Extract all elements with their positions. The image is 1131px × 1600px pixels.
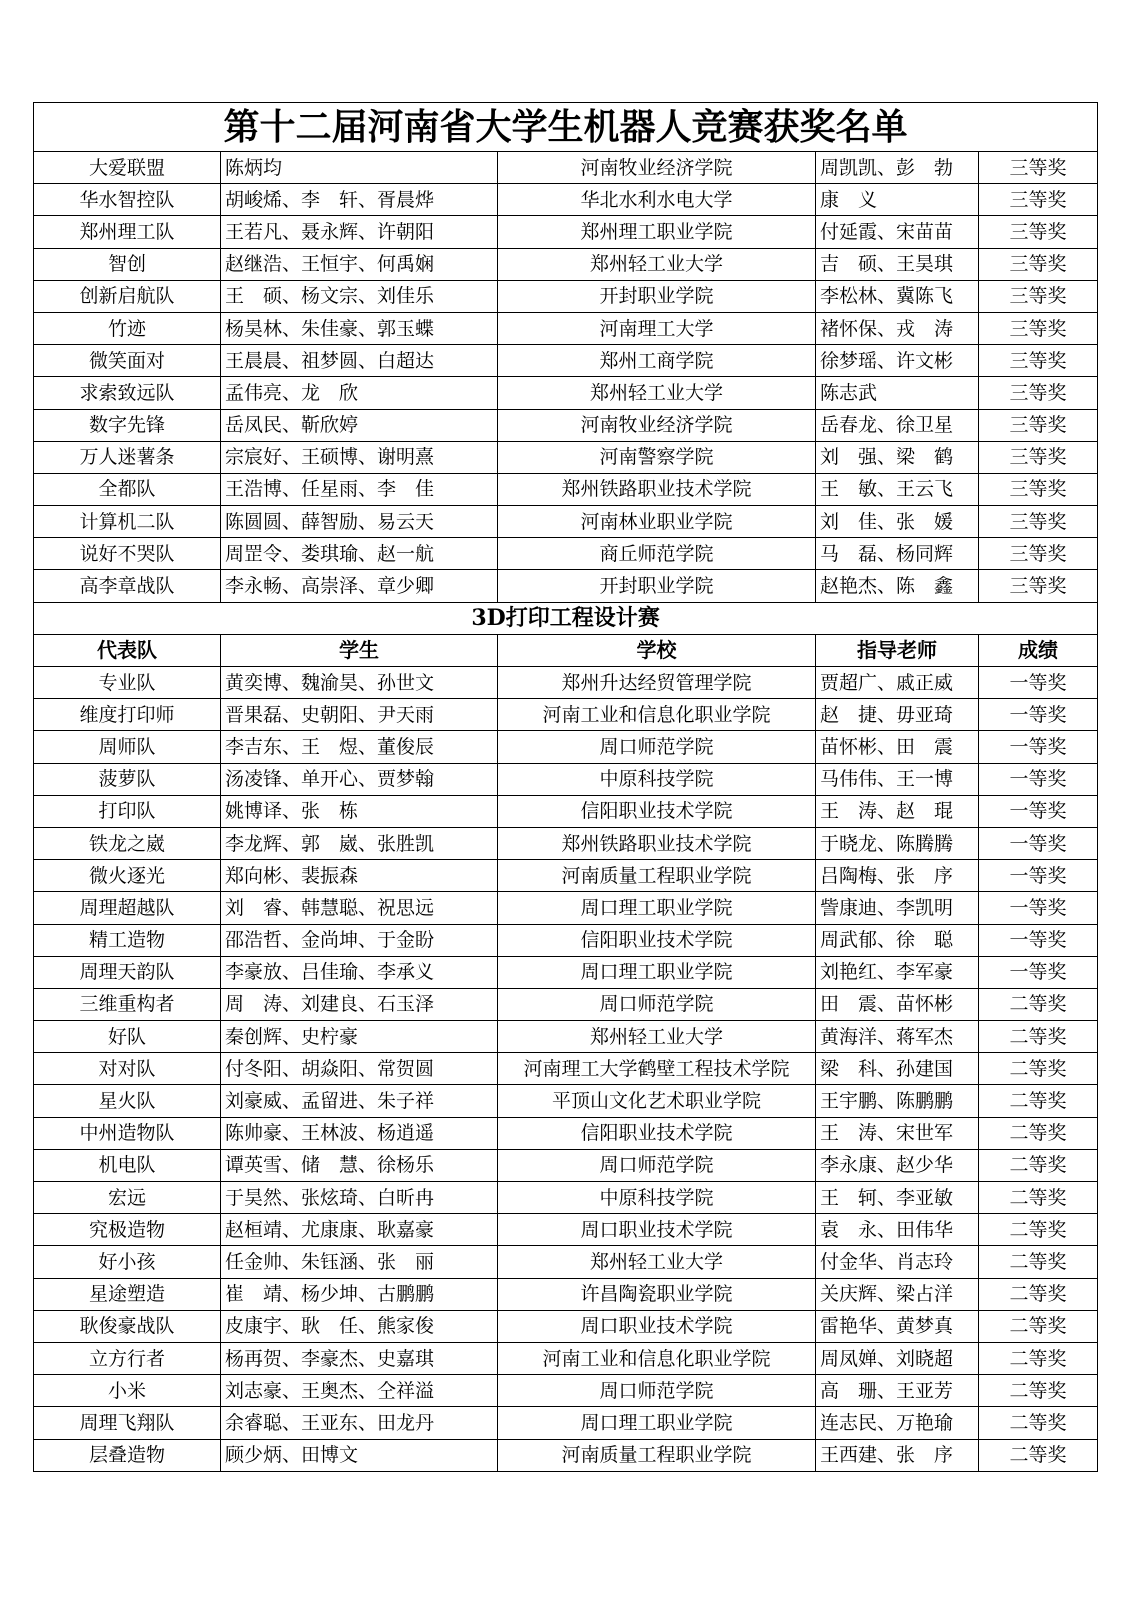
award-cell: 二等奖 — [979, 1182, 1098, 1214]
advisor-cell: 康 义 — [816, 184, 979, 216]
school-cell: 周口理工职业学院 — [498, 1407, 816, 1439]
column-header: 指导老师 — [816, 634, 979, 666]
award-cell: 二等奖 — [979, 1246, 1098, 1278]
students-cell: 宗宸好、王硕博、谢明熹 — [221, 441, 498, 473]
advisor-cell: 王宇鹏、陈鹏鹏 — [816, 1085, 979, 1117]
advisor-cell: 周武郁、徐 聪 — [816, 924, 979, 956]
school-cell: 郑州升达经贸管理学院 — [498, 667, 816, 699]
table-row — [34, 1310, 1098, 1342]
students-cell: 赵桓靖、尤康康、耿嘉豪 — [221, 1214, 498, 1246]
team-cell: 层叠造物 — [34, 1439, 221, 1471]
students-cell: 陈圆圆、薛智励、易云天 — [221, 506, 498, 538]
team-cell: 郑州理工队 — [34, 216, 221, 248]
award-cell: 一等奖 — [979, 956, 1098, 988]
table-row — [34, 1278, 1098, 1310]
advisor-cell: 赵艳杰、陈 鑫 — [816, 570, 979, 602]
table-row — [34, 506, 1098, 538]
students-cell: 赵继浩、王恒宇、何禹娴 — [221, 248, 498, 280]
students-cell: 付冬阳、胡焱阳、常贺圆 — [221, 1053, 498, 1085]
team-cell: 周理超越队 — [34, 892, 221, 924]
award-cell: 一等奖 — [979, 731, 1098, 763]
table-row — [34, 860, 1098, 892]
team-cell: 小米 — [34, 1375, 221, 1407]
award-cell: 一等奖 — [979, 860, 1098, 892]
team-cell: 耿俊豪战队 — [34, 1310, 221, 1342]
award-cell: 一等奖 — [979, 827, 1098, 859]
school-cell: 郑州轻工业大学 — [498, 1021, 816, 1053]
advisor-cell: 王西建、张 序 — [816, 1439, 979, 1471]
students-cell: 晋果磊、史朝阳、尹天雨 — [221, 699, 498, 731]
award-cell: 一等奖 — [979, 892, 1098, 924]
school-cell: 华北水利水电大学 — [498, 184, 816, 216]
award-cell: 二等奖 — [979, 1407, 1098, 1439]
award-cell: 二等奖 — [979, 1117, 1098, 1149]
team-cell: 对对队 — [34, 1053, 221, 1085]
team-cell: 竹迹 — [34, 312, 221, 344]
award-cell: 二等奖 — [979, 1439, 1098, 1471]
table-row — [34, 795, 1098, 827]
table-row — [34, 312, 1098, 344]
school-cell: 河南理工大学鹤壁工程技术学院 — [498, 1053, 816, 1085]
school-cell: 河南牧业经济学院 — [498, 409, 816, 441]
advisor-cell: 李松林、冀陈飞 — [816, 280, 979, 312]
team-cell: 精工造物 — [34, 924, 221, 956]
table-row — [34, 570, 1098, 602]
award-cell: 三等奖 — [979, 312, 1098, 344]
award-cell: 三等奖 — [979, 345, 1098, 377]
school-cell: 信阳职业技术学院 — [498, 795, 816, 827]
students-cell: 王 硕、杨文宗、刘佳乐 — [221, 280, 498, 312]
advisor-cell: 高 珊、王亚芳 — [816, 1375, 979, 1407]
team-cell: 大爱联盟 — [34, 152, 221, 184]
team-cell: 周理天韵队 — [34, 956, 221, 988]
column-header: 成绩 — [979, 634, 1098, 666]
table-row — [34, 377, 1098, 409]
award-cell: 一等奖 — [979, 924, 1098, 956]
school-cell: 开封职业学院 — [498, 280, 816, 312]
advisor-cell: 关庆辉、梁占洋 — [816, 1278, 979, 1310]
advisor-cell: 周凯凯、彭 勃 — [816, 152, 979, 184]
school-cell: 信阳职业技术学院 — [498, 924, 816, 956]
team-cell: 微笑面对 — [34, 345, 221, 377]
advisor-cell: 王 轲、李亚敏 — [816, 1182, 979, 1214]
award-cell: 三等奖 — [979, 280, 1098, 312]
advisor-cell: 吉 硕、王昊琪 — [816, 248, 979, 280]
team-cell: 数字先锋 — [34, 409, 221, 441]
school-cell: 商丘师范学院 — [498, 538, 816, 570]
award-cell: 二等奖 — [979, 1375, 1098, 1407]
advisor-cell: 王 涛、赵 琨 — [816, 795, 979, 827]
award-cell: 二等奖 — [979, 1278, 1098, 1310]
advisor-cell: 马伟伟、王一博 — [816, 763, 979, 795]
award-cell: 一等奖 — [979, 795, 1098, 827]
school-cell: 河南理工大学 — [498, 312, 816, 344]
award-cell: 一等奖 — [979, 699, 1098, 731]
team-cell: 三维重构者 — [34, 988, 221, 1020]
advisor-cell: 周凤婵、刘晓超 — [816, 1342, 979, 1374]
table-row — [34, 924, 1098, 956]
students-cell: 李永畅、高崇泽、章少卿 — [221, 570, 498, 602]
school-cell: 河南工业和信息化职业学院 — [498, 699, 816, 731]
award-cell: 三等奖 — [979, 152, 1098, 184]
students-cell: 姚博译、张 栋 — [221, 795, 498, 827]
team-cell: 全都队 — [34, 473, 221, 505]
table-row — [34, 152, 1098, 184]
award-cell: 二等奖 — [979, 1342, 1098, 1374]
advisor-cell: 赵 捷、毋亚琦 — [816, 699, 979, 731]
advisor-cell: 王 涛、宋世军 — [816, 1117, 979, 1149]
students-cell: 周 涛、刘建良、石玉泽 — [221, 988, 498, 1020]
table-row — [34, 1214, 1098, 1246]
team-cell: 立方行者 — [34, 1342, 221, 1374]
table-row — [34, 1342, 1098, 1374]
table-row — [34, 280, 1098, 312]
advisor-cell: 苗怀彬、田 震 — [816, 731, 979, 763]
students-cell: 于昊然、张炫琦、白昕冉 — [221, 1182, 498, 1214]
school-cell: 周口师范学院 — [498, 1149, 816, 1181]
advisor-cell: 刘 佳、张 媛 — [816, 506, 979, 538]
school-cell: 周口理工职业学院 — [498, 892, 816, 924]
section-row — [34, 602, 1098, 634]
students-cell: 陈帅豪、王林波、杨逍遥 — [221, 1117, 498, 1149]
award-cell: 三等奖 — [979, 473, 1098, 505]
award-cell: 二等奖 — [979, 1085, 1098, 1117]
table-row — [34, 345, 1098, 377]
advisor-cell: 于晓龙、陈腾腾 — [816, 827, 979, 859]
table-row — [34, 1182, 1098, 1214]
students-cell: 李豪放、吕佳瑜、李承义 — [221, 956, 498, 988]
team-cell: 高李章战队 — [34, 570, 221, 602]
table-row — [34, 1407, 1098, 1439]
team-cell: 菠萝队 — [34, 763, 221, 795]
school-cell: 河南牧业经济学院 — [498, 152, 816, 184]
table-row — [34, 956, 1098, 988]
table-row — [34, 667, 1098, 699]
page-title: 第十二届河南省大学生机器人竞赛获奖名单 — [34, 103, 1098, 152]
table-row — [34, 1375, 1098, 1407]
school-cell: 河南质量工程职业学院 — [498, 860, 816, 892]
students-cell: 周罡令、娄琪瑜、赵一航 — [221, 538, 498, 570]
award-cell: 三等奖 — [979, 506, 1098, 538]
students-cell: 刘 睿、韩慧聪、祝思远 — [221, 892, 498, 924]
section-title: 3D打印工程设计赛 — [34, 602, 1098, 634]
team-cell: 周师队 — [34, 731, 221, 763]
award-cell: 三等奖 — [979, 216, 1098, 248]
advisor-cell: 刘 强、梁 鹤 — [816, 441, 979, 473]
team-cell: 微火逐光 — [34, 860, 221, 892]
students-cell: 秦创辉、史柠豪 — [221, 1021, 498, 1053]
school-cell: 中原科技学院 — [498, 763, 816, 795]
award-cell: 二等奖 — [979, 1053, 1098, 1085]
table-row — [34, 699, 1098, 731]
school-cell: 河南质量工程职业学院 — [498, 1439, 816, 1471]
students-cell: 王若凡、聂永辉、许朝阳 — [221, 216, 498, 248]
column-header: 代表队 — [34, 634, 221, 666]
table-row — [34, 892, 1098, 924]
team-cell: 铁龙之崴 — [34, 827, 221, 859]
team-cell: 计算机二队 — [34, 506, 221, 538]
team-cell: 创新启航队 — [34, 280, 221, 312]
students-cell: 汤凌锋、单开心、贾梦翰 — [221, 763, 498, 795]
students-cell: 刘志豪、王奥杰、仝祥溢 — [221, 1375, 498, 1407]
table-row — [34, 1117, 1098, 1149]
team-cell: 星途塑造 — [34, 1278, 221, 1310]
table-row — [34, 1439, 1098, 1471]
advisor-cell: 黄海洋、蒋军杰 — [816, 1021, 979, 1053]
table-row — [34, 1053, 1098, 1085]
advisor-cell: 田 震、苗怀彬 — [816, 988, 979, 1020]
school-cell: 中原科技学院 — [498, 1182, 816, 1214]
students-cell: 李龙辉、郭 崴、张胜凯 — [221, 827, 498, 859]
table-row — [34, 827, 1098, 859]
students-cell: 胡峻烯、李 轩、胥晨烨 — [221, 184, 498, 216]
students-cell: 任金帅、朱钰涵、张 丽 — [221, 1246, 498, 1278]
advisor-cell: 付延霞、宋苗苗 — [816, 216, 979, 248]
advisor-cell: 梁 科、孙建国 — [816, 1053, 979, 1085]
team-cell: 华水智控队 — [34, 184, 221, 216]
team-cell: 星火队 — [34, 1085, 221, 1117]
advisor-cell: 袁 永、田伟华 — [816, 1214, 979, 1246]
award-cell: 三等奖 — [979, 538, 1098, 570]
team-cell: 中州造物队 — [34, 1117, 221, 1149]
table-row — [34, 763, 1098, 795]
school-cell: 许昌陶瓷职业学院 — [498, 1278, 816, 1310]
students-cell: 杨再贺、李豪杰、史嘉琪 — [221, 1342, 498, 1374]
advisor-cell: 贾超广、戚正威 — [816, 667, 979, 699]
school-cell: 开封职业学院 — [498, 570, 816, 602]
column-header: 学生 — [221, 634, 498, 666]
advisor-cell: 雷艳华、黄梦真 — [816, 1310, 979, 1342]
school-cell: 郑州轻工业大学 — [498, 1246, 816, 1278]
team-cell: 说好不哭队 — [34, 538, 221, 570]
title-row — [34, 103, 1098, 152]
advisor-cell: 连志民、万艳瑜 — [816, 1407, 979, 1439]
team-cell: 机电队 — [34, 1149, 221, 1181]
advisor-cell: 徐梦瑶、许文彬 — [816, 345, 979, 377]
advisor-cell: 刘艳红、李军豪 — [816, 956, 979, 988]
table-row — [34, 1085, 1098, 1117]
students-cell: 邵浩哲、金尚坤、于金盼 — [221, 924, 498, 956]
award-cell: 二等奖 — [979, 1214, 1098, 1246]
school-cell: 郑州工商学院 — [498, 345, 816, 377]
school-cell: 河南林业职业学院 — [498, 506, 816, 538]
school-cell: 郑州理工职业学院 — [498, 216, 816, 248]
students-cell: 李吉东、王 煜、董俊辰 — [221, 731, 498, 763]
table-row — [34, 216, 1098, 248]
students-cell: 皮康宇、耿 任、熊家俊 — [221, 1310, 498, 1342]
award-cell: 三等奖 — [979, 409, 1098, 441]
team-cell: 好小孩 — [34, 1246, 221, 1278]
school-cell: 郑州铁路职业技术学院 — [498, 473, 816, 505]
school-cell: 平顶山文化艺术职业学院 — [498, 1085, 816, 1117]
team-cell: 究极造物 — [34, 1214, 221, 1246]
award-table — [33, 102, 1098, 1472]
award-cell: 三等奖 — [979, 441, 1098, 473]
students-cell: 郑向彬、裴振森 — [221, 860, 498, 892]
students-cell: 黄奕博、魏渝昊、孙世文 — [221, 667, 498, 699]
team-cell: 维度打印师 — [34, 699, 221, 731]
students-cell: 孟伟亮、龙 欣 — [221, 377, 498, 409]
table-row — [34, 184, 1098, 216]
award-cell: 三等奖 — [979, 184, 1098, 216]
advisor-cell: 訾康迪、李凯明 — [816, 892, 979, 924]
school-cell: 郑州轻工业大学 — [498, 248, 816, 280]
table-row — [34, 538, 1098, 570]
school-cell: 郑州轻工业大学 — [498, 377, 816, 409]
students-cell: 顾少炳、田博文 — [221, 1439, 498, 1471]
award-cell: 一等奖 — [979, 667, 1098, 699]
advisor-cell: 吕陶梅、张 序 — [816, 860, 979, 892]
team-cell: 智创 — [34, 248, 221, 280]
award-cell: 二等奖 — [979, 1310, 1098, 1342]
school-cell: 河南警察学院 — [498, 441, 816, 473]
award-cell: 三等奖 — [979, 377, 1098, 409]
advisor-cell: 陈志武 — [816, 377, 979, 409]
students-cell: 刘豪威、孟留进、朱子祥 — [221, 1085, 498, 1117]
team-cell: 周理飞翔队 — [34, 1407, 221, 1439]
award-cell: 三等奖 — [979, 570, 1098, 602]
students-cell: 岳凤民、靳欣婷 — [221, 409, 498, 441]
advisor-cell: 李永康、赵少华 — [816, 1149, 979, 1181]
students-cell: 陈炳均 — [221, 152, 498, 184]
team-cell: 宏远 — [34, 1182, 221, 1214]
award-cell: 一等奖 — [979, 763, 1098, 795]
team-cell: 打印队 — [34, 795, 221, 827]
table-row — [34, 441, 1098, 473]
table-row — [34, 1021, 1098, 1053]
students-cell: 崔 靖、杨少坤、古鹏鹏 — [221, 1278, 498, 1310]
students-cell: 余睿聪、王亚东、田龙丹 — [221, 1407, 498, 1439]
students-cell: 王浩博、任星雨、李 佳 — [221, 473, 498, 505]
school-cell: 周口理工职业学院 — [498, 956, 816, 988]
table-row — [34, 248, 1098, 280]
school-cell: 周口职业技术学院 — [498, 1214, 816, 1246]
school-cell: 河南工业和信息化职业学院 — [498, 1342, 816, 1374]
school-cell: 周口师范学院 — [498, 1375, 816, 1407]
advisor-cell: 王 敏、王云飞 — [816, 473, 979, 505]
school-cell: 周口职业技术学院 — [498, 1310, 816, 1342]
school-cell: 郑州铁路职业技术学院 — [498, 827, 816, 859]
award-cell: 二等奖 — [979, 1021, 1098, 1053]
table-row — [34, 1149, 1098, 1181]
advisor-cell: 褚怀保、戎 涛 — [816, 312, 979, 344]
students-cell: 谭英雪、储 慧、徐杨乐 — [221, 1149, 498, 1181]
table-row — [34, 473, 1098, 505]
team-cell: 好队 — [34, 1021, 221, 1053]
advisor-cell: 马 磊、杨同辉 — [816, 538, 979, 570]
students-cell: 杨昊林、朱佳豪、郭玉蝶 — [221, 312, 498, 344]
school-cell: 周口师范学院 — [498, 988, 816, 1020]
award-cell: 二等奖 — [979, 1149, 1098, 1181]
table-row — [34, 988, 1098, 1020]
team-cell: 求索致远队 — [34, 377, 221, 409]
advisor-cell: 付金华、肖志玲 — [816, 1246, 979, 1278]
table-row — [34, 409, 1098, 441]
school-cell: 周口师范学院 — [498, 731, 816, 763]
school-cell: 信阳职业技术学院 — [498, 1117, 816, 1149]
table-row — [34, 731, 1098, 763]
table-row — [34, 1246, 1098, 1278]
students-cell: 王晨晨、祖梦圆、白超达 — [221, 345, 498, 377]
award-cell: 三等奖 — [979, 248, 1098, 280]
advisor-cell: 岳春龙、徐卫星 — [816, 409, 979, 441]
team-cell: 专业队 — [34, 667, 221, 699]
team-cell: 万人迷薯条 — [34, 441, 221, 473]
award-cell: 二等奖 — [979, 988, 1098, 1020]
header-row — [34, 634, 1098, 666]
column-header: 学校 — [498, 634, 816, 666]
